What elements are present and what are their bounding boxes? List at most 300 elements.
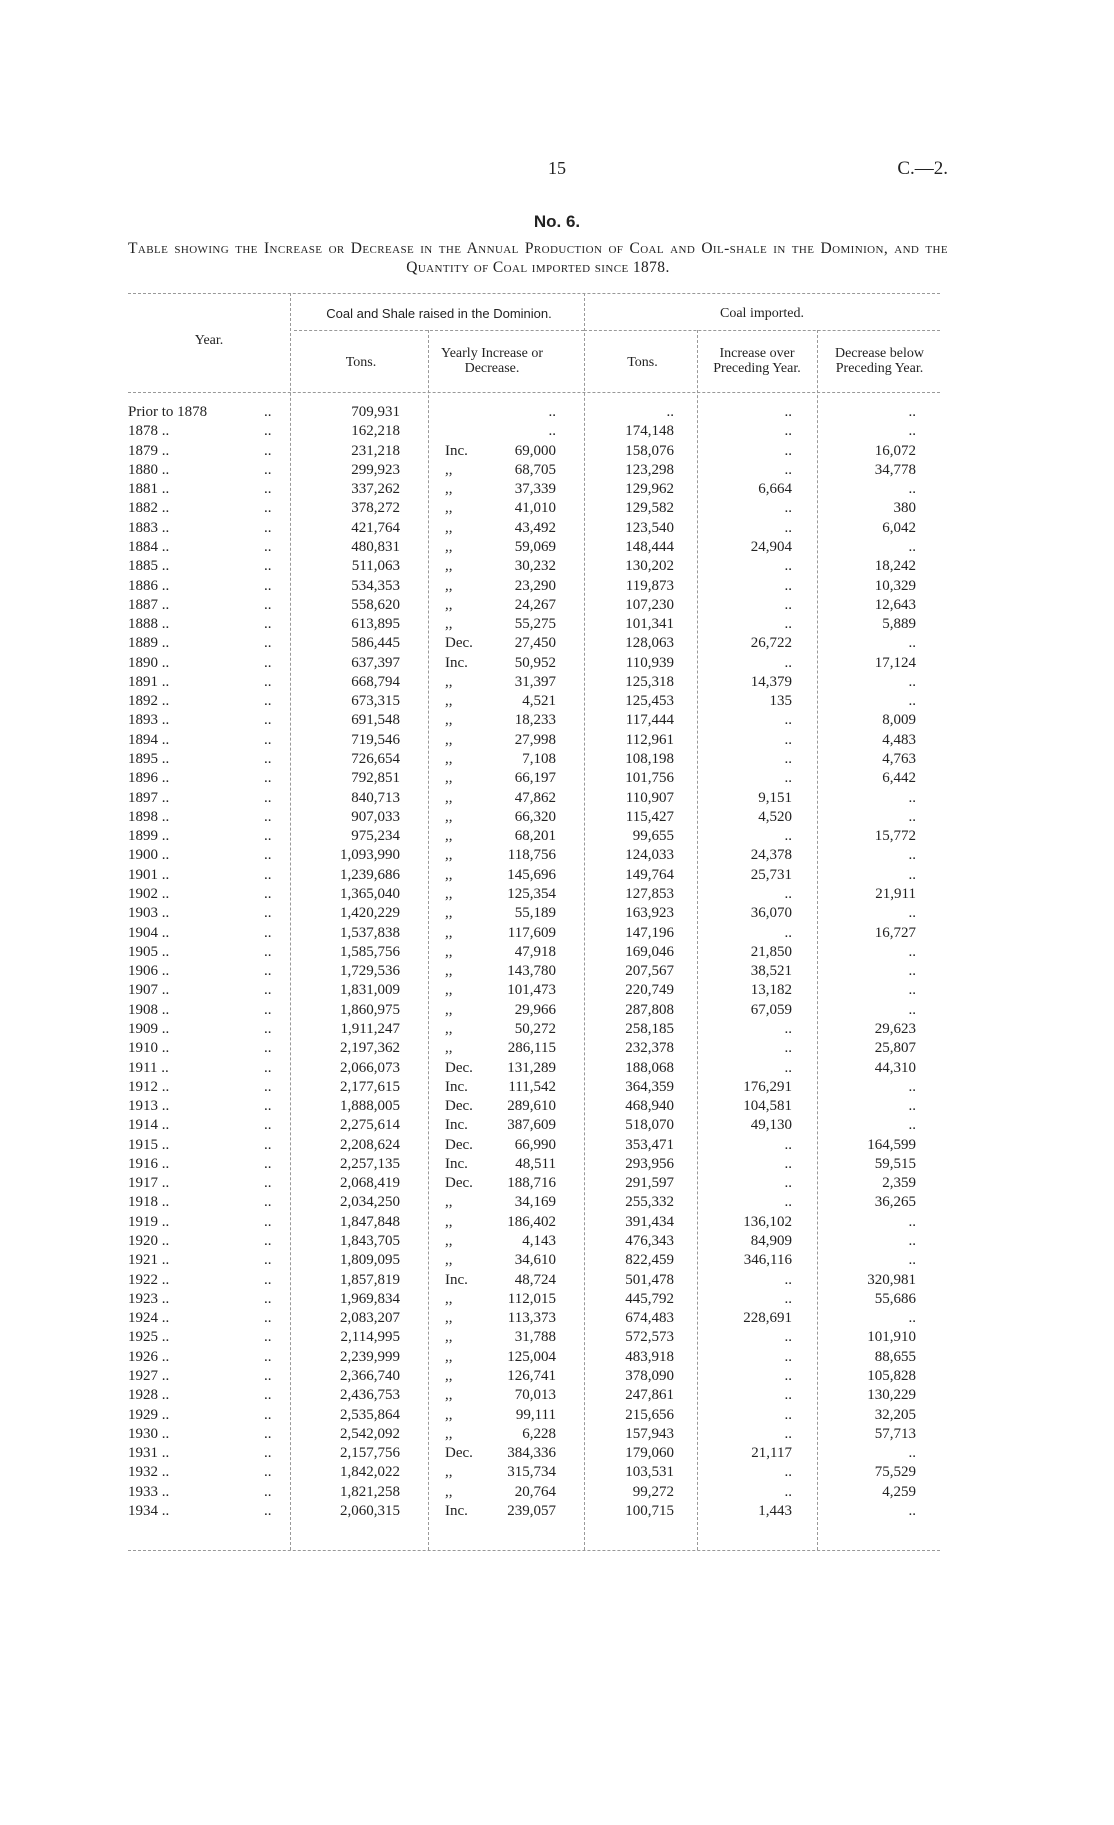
yearly-change-cell: 43,492 <box>514 520 556 536</box>
increase-over-cell: .. <box>784 828 792 844</box>
tons-raised-cell: 511,063 <box>351 558 400 574</box>
change-marker: Dec. <box>445 1137 473 1153</box>
leader-dots: .. <box>264 500 272 516</box>
yearly-change-cell: 37,339 <box>514 481 556 497</box>
yearly-change-cell: 29,966 <box>514 1002 556 1018</box>
header-decrease-below: Decrease below Preceding Year. <box>834 346 924 376</box>
header-yearly-change: Yearly Increase or Decrease. <box>441 346 543 376</box>
year-cell: 1883 .. <box>128 520 170 536</box>
leader-dots: .. <box>264 693 272 709</box>
leader-dots: .. <box>264 1117 272 1133</box>
increase-over-cell: .. <box>784 770 792 786</box>
year-cell: 1896 .. <box>128 770 170 786</box>
yearly-change-cell: 101,473 <box>507 982 556 998</box>
tons-raised-cell: 2,239,999 <box>340 1349 400 1365</box>
change-marker: ,, <box>445 462 453 478</box>
year-cell: 1910 .. <box>128 1040 170 1056</box>
increase-over-cell: 21,117 <box>751 1445 792 1461</box>
leader-dots: .. <box>264 1407 272 1423</box>
leader-dots: .. <box>264 1484 272 1500</box>
increase-over-cell: .. <box>784 1387 792 1403</box>
increase-over-cell: .. <box>784 1060 792 1076</box>
increase-over-cell: .. <box>784 500 792 516</box>
decrease-below-cell: .. <box>908 481 916 497</box>
increase-over-cell: .. <box>784 1329 792 1345</box>
year-cell: 1880 .. <box>128 462 170 478</box>
yearly-change-cell: 66,320 <box>514 809 556 825</box>
increase-over-cell: .. <box>784 1194 792 1210</box>
change-marker: ,, <box>445 751 453 767</box>
tons-imported-cell: 158,076 <box>625 443 674 459</box>
yearly-change-cell: 99,111 <box>515 1407 556 1423</box>
leader-dots: .. <box>264 1272 272 1288</box>
yearly-change-cell: 125,004 <box>507 1349 556 1365</box>
page-number: 15 <box>548 158 566 178</box>
increase-over-cell: 4,520 <box>758 809 792 825</box>
increase-over-cell: .. <box>784 616 792 632</box>
tons-raised-cell: 2,535,864 <box>340 1407 400 1423</box>
year-cell: 1931 .. <box>128 1445 170 1461</box>
increase-over-cell: .. <box>784 1464 792 1480</box>
change-marker: ,, <box>445 597 453 613</box>
change-marker: Inc. <box>445 1117 468 1133</box>
year-cell: 1895 .. <box>128 751 170 767</box>
tons-imported-cell: 476,343 <box>625 1233 674 1249</box>
yearly-change-cell: 117,609 <box>507 925 556 941</box>
increase-over-cell: .. <box>784 1175 792 1191</box>
increase-over-cell: .. <box>784 655 792 671</box>
tons-raised-cell: 1,831,009 <box>340 982 400 998</box>
change-marker: ,, <box>445 963 453 979</box>
year-cell: 1881 .. <box>128 481 170 497</box>
change-marker: ,, <box>445 1387 453 1403</box>
decrease-below-cell: 2,359 <box>882 1175 916 1191</box>
tons-raised-cell: 1,537,838 <box>340 925 400 941</box>
year-cell: 1925 .. <box>128 1329 170 1345</box>
change-marker: ,, <box>445 1040 453 1056</box>
decrease-below-cell: 4,483 <box>882 732 916 748</box>
decrease-below-cell: .. <box>908 905 916 921</box>
tons-imported-cell: 258,185 <box>625 1021 674 1037</box>
yearly-change-cell: 59,069 <box>514 539 556 555</box>
change-marker: ,, <box>445 1310 453 1326</box>
change-marker: ,, <box>445 925 453 941</box>
yearly-change-cell: 55,275 <box>514 616 556 632</box>
decrease-below-cell: 4,259 <box>882 1484 916 1500</box>
decrease-below-cell: .. <box>908 1503 916 1519</box>
tons-raised-cell: 1,860,975 <box>340 1002 400 1018</box>
change-marker: ,, <box>445 616 453 632</box>
year-cell: 1917 .. <box>128 1175 170 1191</box>
tons-raised-cell: 1,420,229 <box>340 905 400 921</box>
increase-over-cell: .. <box>784 520 792 536</box>
tons-raised-cell: 2,066,073 <box>340 1060 400 1076</box>
decrease-below-cell: 8,009 <box>882 712 916 728</box>
change-marker: ,, <box>445 867 453 883</box>
yearly-change-cell: 31,397 <box>514 674 556 690</box>
year-cell: 1907 .. <box>128 982 170 998</box>
increase-over-cell: 1,443 <box>758 1503 792 1519</box>
year-cell: 1885 .. <box>128 558 170 574</box>
yearly-change-cell: 30,232 <box>514 558 556 574</box>
tons-imported-cell: 101,341 <box>625 616 674 632</box>
change-marker: Dec. <box>445 1060 473 1076</box>
increase-over-cell: .. <box>784 578 792 594</box>
tons-raised-cell: 2,208,624 <box>340 1137 400 1153</box>
leader-dots: .. <box>264 1368 272 1384</box>
increase-over-cell: 24,378 <box>750 847 792 863</box>
tons-raised-cell: 2,068,419 <box>340 1175 400 1191</box>
leader-dots: .. <box>264 963 272 979</box>
increase-over-cell: .. <box>784 1407 792 1423</box>
leader-dots: .. <box>264 886 272 902</box>
change-marker: ,, <box>445 674 453 690</box>
increase-over-cell: .. <box>784 1021 792 1037</box>
tons-imported-cell: 169,046 <box>625 944 674 960</box>
tons-imported-cell: 147,196 <box>625 925 674 941</box>
decrease-below-cell: 4,763 <box>882 751 916 767</box>
tons-imported-cell: 163,923 <box>625 905 674 921</box>
tons-raised-cell: 1,843,705 <box>340 1233 400 1249</box>
tons-imported-cell: 255,332 <box>625 1194 674 1210</box>
decrease-below-cell: .. <box>908 963 916 979</box>
leader-dots: .. <box>264 1098 272 1114</box>
tons-raised-cell: 719,546 <box>351 732 400 748</box>
change-marker: ,, <box>445 1329 453 1345</box>
change-marker: ,, <box>445 578 453 594</box>
yearly-change-cell: 68,201 <box>514 828 556 844</box>
tons-raised-cell: 1,365,040 <box>340 886 400 902</box>
tons-imported-cell: 125,453 <box>625 693 674 709</box>
tons-raised-cell: 840,713 <box>351 790 400 806</box>
tons-imported-cell: 179,060 <box>625 1445 674 1461</box>
increase-over-cell: 26,722 <box>750 635 792 651</box>
decrease-below-cell: 12,643 <box>874 597 916 613</box>
decrease-below-cell: .. <box>908 423 916 439</box>
decrease-below-cell: .. <box>908 790 916 806</box>
tons-imported-cell: 157,943 <box>625 1426 674 1442</box>
leader-dots: .. <box>264 905 272 921</box>
leader-dots: .. <box>264 635 272 651</box>
tons-imported-cell: 101,756 <box>625 770 674 786</box>
column-divider <box>817 330 818 1550</box>
yearly-change-cell: 50,272 <box>514 1021 556 1037</box>
change-marker: Inc. <box>445 443 468 459</box>
increase-over-cell: 24,904 <box>750 539 792 555</box>
tons-imported-cell: 287,808 <box>625 1002 674 1018</box>
tons-imported-cell: 822,459 <box>625 1252 674 1268</box>
yearly-change-cell: 125,354 <box>507 886 556 902</box>
increase-over-cell: .. <box>784 1040 792 1056</box>
leader-dots: .. <box>264 751 272 767</box>
tons-raised-cell: 337,262 <box>351 481 400 497</box>
change-marker: ,, <box>445 944 453 960</box>
tons-raised-cell: 2,034,250 <box>340 1194 400 1210</box>
leader-dots: .. <box>264 443 272 459</box>
decrease-below-cell: 59,515 <box>874 1156 916 1172</box>
tons-raised-cell: 2,257,135 <box>340 1156 400 1172</box>
yearly-change-cell: 188,716 <box>507 1175 556 1191</box>
leader-dots: .. <box>264 828 272 844</box>
tons-raised-cell: 2,436,753 <box>340 1387 400 1403</box>
tons-raised-cell: 1,969,834 <box>340 1291 400 1307</box>
tons-raised-cell: 2,275,614 <box>340 1117 400 1133</box>
tons-raised-cell: 231,218 <box>351 443 400 459</box>
tons-raised-cell: 2,366,740 <box>340 1368 400 1384</box>
tons-raised-cell: 907,033 <box>351 809 400 825</box>
year-cell: 1886 .. <box>128 578 170 594</box>
yearly-change-cell: 68,705 <box>514 462 556 478</box>
yearly-change-cell: 20,764 <box>514 1484 556 1500</box>
increase-over-cell: .. <box>784 443 792 459</box>
change-marker: ,, <box>445 693 453 709</box>
tons-imported-cell: 112,961 <box>625 732 674 748</box>
yearly-change-cell: 6,228 <box>522 1426 556 1442</box>
increase-over-cell: 9,151 <box>758 790 792 806</box>
tons-raised-cell: 1,842,022 <box>340 1464 400 1480</box>
tons-raised-cell: 1,809,095 <box>340 1252 400 1268</box>
tons-raised-cell: 162,218 <box>351 423 400 439</box>
yearly-change-cell: 7,108 <box>522 751 556 767</box>
leader-dots: .. <box>264 404 272 420</box>
decrease-below-cell: 15,772 <box>874 828 916 844</box>
increase-over-cell: .. <box>784 925 792 941</box>
tons-imported-cell: 353,471 <box>625 1137 674 1153</box>
change-marker: Inc. <box>445 1503 468 1519</box>
change-marker: ,, <box>445 1021 453 1037</box>
decrease-below-cell: .. <box>908 1310 916 1326</box>
change-marker: ,, <box>445 1484 453 1500</box>
change-marker: Dec. <box>445 1445 473 1461</box>
tons-imported-cell: 220,749 <box>625 982 674 998</box>
header-year: Year. <box>194 333 224 348</box>
tons-imported-cell: 99,655 <box>632 828 674 844</box>
change-marker: Inc. <box>445 1156 468 1172</box>
yearly-change-cell: 143,780 <box>507 963 556 979</box>
increase-over-cell: .. <box>784 1137 792 1153</box>
leader-dots: .. <box>264 790 272 806</box>
change-marker: ,, <box>445 1252 453 1268</box>
tons-raised-cell: 558,620 <box>351 597 400 613</box>
increase-over-cell: .. <box>784 1426 792 1442</box>
tons-raised-cell: 691,548 <box>351 712 400 728</box>
increase-over-cell: 135 <box>769 693 792 709</box>
year-cell: Prior to 1878 <box>128 404 208 420</box>
year-cell: 1882 .. <box>128 500 170 516</box>
year-cell: 1919 .. <box>128 1214 170 1230</box>
year-cell: 1913 .. <box>128 1098 170 1114</box>
tons-raised-cell: 2,157,756 <box>340 1445 400 1461</box>
tons-imported-cell: 128,063 <box>625 635 674 651</box>
increase-over-cell: 36,070 <box>750 905 792 921</box>
tons-imported-cell: 207,567 <box>625 963 674 979</box>
yearly-change-cell: 145,696 <box>507 867 556 883</box>
year-cell: 1928 .. <box>128 1387 170 1403</box>
decrease-below-cell: 105,828 <box>867 1368 916 1384</box>
decrease-below-cell: .. <box>908 693 916 709</box>
tons-raised-cell: 975,234 <box>351 828 400 844</box>
leader-dots: .. <box>264 655 272 671</box>
year-cell: 1908 .. <box>128 1002 170 1018</box>
change-marker: Inc. <box>445 1079 468 1095</box>
decrease-below-cell: 130,229 <box>867 1387 916 1403</box>
leader-dots: .. <box>264 539 272 555</box>
decrease-below-cell: 6,042 <box>882 520 916 536</box>
increase-over-cell: 67,059 <box>750 1002 792 1018</box>
tons-imported-cell: 293,956 <box>625 1156 674 1172</box>
change-marker: Dec. <box>445 635 473 651</box>
table-title: Table showing the Increase or Decrease in the Annual Production of Coal and Oil-shale in the Dominion, and the Quantity of Coal imported since 1878. <box>128 240 948 276</box>
decrease-below-cell: 16,072 <box>874 443 916 459</box>
year-cell: 1933 .. <box>128 1484 170 1500</box>
year-cell: 1878 .. <box>128 423 170 439</box>
yearly-change-cell: 24,267 <box>514 597 556 613</box>
leader-dots: .. <box>264 809 272 825</box>
tons-imported-cell: 117,444 <box>625 712 674 728</box>
increase-over-cell: .. <box>784 462 792 478</box>
change-marker: ,, <box>445 1233 453 1249</box>
tons-raised-cell: 2,542,092 <box>340 1426 400 1442</box>
tons-raised-cell: 421,764 <box>351 520 400 536</box>
leader-dots: .. <box>264 616 272 632</box>
year-cell: 1906 .. <box>128 963 170 979</box>
year-cell: 1914 .. <box>128 1117 170 1133</box>
tons-imported-cell: 110,907 <box>625 790 674 806</box>
yearly-change-cell: 48,724 <box>514 1272 556 1288</box>
leader-dots: .. <box>264 1079 272 1095</box>
increase-over-cell: .. <box>784 1156 792 1172</box>
increase-over-cell: .. <box>784 886 792 902</box>
increase-over-cell: .. <box>784 732 792 748</box>
year-cell: 1901 .. <box>128 867 170 883</box>
leader-dots: .. <box>264 597 272 613</box>
decrease-below-cell: 17,124 <box>874 655 916 671</box>
document-reference: C.—2. <box>897 158 948 179</box>
tons-raised-cell: 2,114,995 <box>340 1329 400 1345</box>
tons-imported-cell: 572,573 <box>625 1329 674 1345</box>
leader-dots: .. <box>264 423 272 439</box>
yearly-change-cell: 66,990 <box>514 1137 556 1153</box>
increase-over-cell: 84,909 <box>750 1233 792 1249</box>
yearly-change-cell: 27,998 <box>514 732 556 748</box>
tons-imported-cell: 174,148 <box>625 423 674 439</box>
leader-dots: .. <box>264 1291 272 1307</box>
year-cell: 1916 .. <box>128 1156 170 1172</box>
leader-dots: .. <box>264 1137 272 1153</box>
leader-dots: .. <box>264 1310 272 1326</box>
tons-raised-cell: 673,315 <box>351 693 400 709</box>
yearly-change-cell: 4,143 <box>522 1233 556 1249</box>
leader-dots: .. <box>264 1329 272 1345</box>
increase-over-cell: 6,664 <box>758 481 792 497</box>
tons-imported-cell: 232,378 <box>625 1040 674 1056</box>
rule-header-bottom <box>128 392 940 393</box>
increase-over-cell: 14,379 <box>750 674 792 690</box>
leader-dots: .. <box>264 1426 272 1442</box>
decrease-below-cell: .. <box>908 539 916 555</box>
leader-dots: .. <box>264 1387 272 1403</box>
decrease-below-cell: .. <box>908 1445 916 1461</box>
yearly-change-cell: 69,000 <box>514 443 556 459</box>
tons-raised-cell: 613,895 <box>351 616 400 632</box>
tons-imported-cell: 378,090 <box>625 1368 674 1384</box>
decrease-below-cell: 32,205 <box>874 1407 916 1423</box>
leader-dots: .. <box>264 1233 272 1249</box>
change-marker: ,, <box>445 847 453 863</box>
decrease-below-cell: .. <box>908 1117 916 1133</box>
change-marker: ,, <box>445 905 453 921</box>
yearly-change-cell: 18,233 <box>514 712 556 728</box>
decrease-below-cell: .. <box>908 1098 916 1114</box>
tons-imported-cell: 130,202 <box>625 558 674 574</box>
tons-imported-cell: 119,873 <box>625 578 674 594</box>
tons-raised-cell: 709,931 <box>351 404 400 420</box>
tons-imported-cell: .. <box>666 404 674 420</box>
tons-imported-cell: 518,070 <box>625 1117 674 1133</box>
decrease-below-cell: 320,981 <box>867 1272 916 1288</box>
decrease-below-cell: .. <box>908 674 916 690</box>
increase-over-cell: .. <box>784 423 792 439</box>
leader-dots: .. <box>264 867 272 883</box>
yearly-change-cell: 111,542 <box>508 1079 556 1095</box>
year-cell: 1891 .. <box>128 674 170 690</box>
increase-over-cell: .. <box>784 751 792 767</box>
leader-dots: .. <box>264 1214 272 1230</box>
yearly-change-cell: 50,952 <box>514 655 556 671</box>
tons-imported-cell: 123,540 <box>625 520 674 536</box>
yearly-change-cell: 286,115 <box>507 1040 556 1056</box>
decrease-below-cell: 88,655 <box>874 1349 916 1365</box>
decrease-below-cell: 18,242 <box>874 558 916 574</box>
yearly-change-cell: .. <box>548 404 556 420</box>
change-marker: Inc. <box>445 655 468 671</box>
yearly-change-cell: 47,918 <box>514 944 556 960</box>
header-group-raised: Coal and Shale raised in the Dominion. <box>326 306 552 321</box>
yearly-change-cell: 4,521 <box>522 693 556 709</box>
tons-imported-cell: 99,272 <box>632 1484 674 1500</box>
tons-imported-cell: 129,582 <box>625 500 674 516</box>
tons-imported-cell: 108,198 <box>625 751 674 767</box>
year-cell: 1911 .. <box>128 1060 169 1076</box>
change-marker: ,, <box>445 1214 453 1230</box>
year-cell: 1900 .. <box>128 847 170 863</box>
tons-raised-cell: 378,272 <box>351 500 400 516</box>
leader-dots: .. <box>264 520 272 536</box>
yearly-change-cell: 47,862 <box>514 790 556 806</box>
decrease-below-cell: 57,713 <box>874 1426 916 1442</box>
change-marker: ,, <box>445 809 453 825</box>
year-cell: 1915 .. <box>128 1137 170 1153</box>
change-marker: Dec. <box>445 1098 473 1114</box>
tons-raised-cell: 1,821,258 <box>340 1484 400 1500</box>
leader-dots: .. <box>264 1021 272 1037</box>
year-cell: 1902 .. <box>128 886 170 902</box>
year-cell: 1912 .. <box>128 1079 170 1095</box>
change-marker: ,, <box>445 732 453 748</box>
increase-over-cell: 13,182 <box>750 982 792 998</box>
change-marker: ,, <box>445 1368 453 1384</box>
leader-dots: .. <box>264 1175 272 1191</box>
leader-dots: .. <box>264 481 272 497</box>
yearly-change-cell: 23,290 <box>514 578 556 594</box>
increase-over-cell: 176,291 <box>743 1079 792 1095</box>
year-cell: 1889 .. <box>128 635 170 651</box>
tons-imported-cell: 483,918 <box>625 1349 674 1365</box>
tons-imported-cell: 364,359 <box>625 1079 674 1095</box>
tons-imported-cell: 468,940 <box>625 1098 674 1114</box>
year-cell: 1927 .. <box>128 1368 170 1384</box>
change-marker: ,, <box>445 790 453 806</box>
